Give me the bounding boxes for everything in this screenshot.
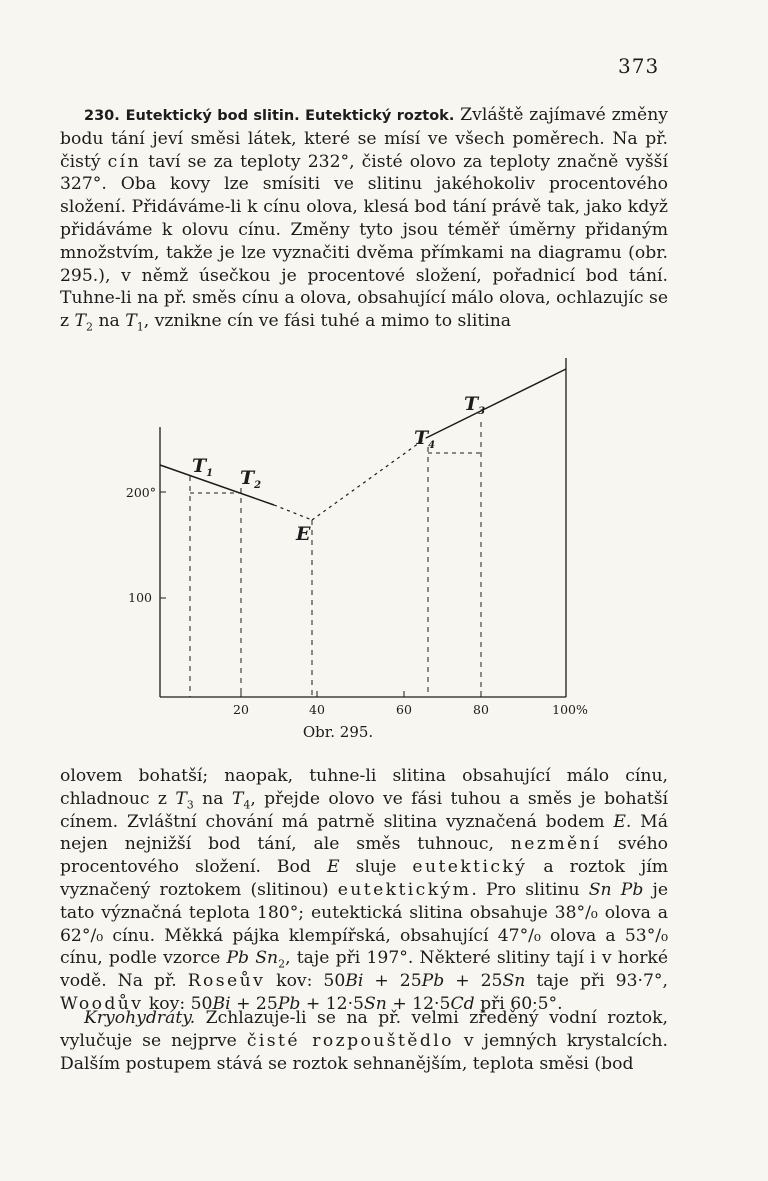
x-tick-label: 80	[473, 702, 489, 717]
label-T4: $T_4$	[414, 427, 436, 451]
figure-295	[118, 352, 608, 752]
subscript: 3	[186, 798, 194, 812]
symbol-T: T	[175, 788, 187, 809]
text-run: + 12·5	[386, 993, 451, 1014]
text-run: olovem bohatší; naopak, tuhne-li slitina obsahující málo cínu, chladnouc z	[60, 766, 668, 809]
text-run: a roztok jím vyznačený roztokem (slitinou)	[60, 857, 668, 900]
formula: Pb	[421, 971, 445, 992]
label-T1: $T_1$	[192, 455, 214, 479]
symbol-T: T	[74, 311, 86, 332]
spaced-word: čisté rozpouštědlo	[246, 1030, 454, 1051]
section-heading: Eutektický bod slitin. Eutektický roztok.	[125, 108, 455, 124]
paragraph-cryohydrates	[60, 1007, 668, 1075]
subscript: 2	[86, 320, 93, 334]
y-tick-label: 100	[128, 590, 152, 605]
page-number: 373	[618, 54, 660, 78]
section-number: 230.	[84, 108, 120, 124]
label-E: E	[296, 523, 311, 545]
x-tick-label: 60	[396, 702, 412, 717]
text-run: sluje	[355, 857, 397, 878]
text-run: , taje při 197°. Některé slitiny tají i v horké vodě. Na př.	[60, 948, 668, 992]
text-run: kov: 50	[148, 993, 213, 1014]
formula: Pb Sn	[226, 948, 279, 969]
label-T2: $T_2$	[240, 467, 262, 491]
x-tick-label: 20	[233, 702, 249, 717]
subscript: 4	[243, 798, 251, 812]
text-run: taví se za teploty 232°, čisté olovo za teploty značně vyšší 327°. Oba kovy lze smísiti ve slitinu jakéhokoliv procentového složení. Přidáváme-li k cínu olova, klesá bod tání právě tak, jako když přidáváme k olovu cínu. Změny tyto jsou téměř úměrny přidaným množstvím, takže je lze vyznačiti dvěma přímkami na diagramu (obr. 295.), v němž úsečkou je procentové složení, pořadnicí bod tání. Tuhne-li na př. směs cínu a olova, obsahující málo olova, ochlazujíc se z	[60, 151, 669, 332]
text-run: . Má nejen nejnižší bod tání, ale směs tuhnouc,	[60, 811, 669, 855]
text-run: na	[202, 788, 224, 809]
paragraph-eutectic	[60, 104, 668, 333]
formula: Sn	[364, 993, 387, 1014]
text-run: svého procentového složení. Bod	[60, 834, 668, 878]
text-run: . Pro slitinu	[471, 879, 580, 900]
x-tick-label: 40	[309, 702, 325, 717]
spaced-word: eutektický	[412, 857, 528, 878]
melting-point-diagram	[118, 352, 608, 752]
text-run: kov: 50	[276, 971, 346, 992]
formula: Bi	[212, 993, 231, 1014]
text-run: Zchlazuje-li se na př. velmi zředěný vodní roztok, vylučuje se nejprve	[60, 1008, 668, 1051]
subsection-title: Kryohydráty.	[84, 1008, 196, 1028]
text-run: v jemných krystalcích. Dalším postupem stává se roztok sehnanějším, teplota směsi (bod	[60, 1030, 668, 1074]
formula: Cd	[450, 993, 475, 1014]
spaced-word: eutektickým	[337, 879, 472, 900]
text-run: taje při 93·7°,	[525, 971, 668, 992]
paragraph-eutectic-continued	[60, 765, 668, 1016]
text-run: + 12·5	[300, 993, 364, 1014]
formula: Sn Pb	[588, 879, 644, 900]
text-run: + 25	[230, 993, 278, 1014]
symbol-E: E	[613, 811, 626, 832]
text-run: , přejde olovo ve fási tuhou a směs je bohatší cínem. Zvláštní chování má patrně slitina vyznačená bodem	[60, 788, 669, 832]
text-run: , vznikne cín ve fási tuhé a mimo to slitina	[143, 311, 512, 332]
x-tick-label: 100%	[552, 702, 588, 717]
symbol-T: T	[125, 311, 137, 332]
liquidus-line-lead	[426, 369, 566, 438]
figure-caption: Obr. 295.	[302, 723, 374, 741]
formula: Pb	[277, 993, 301, 1014]
liquidus-dashed-left	[274, 505, 312, 520]
subscript: 1	[136, 320, 144, 334]
spaced-word: nezmění	[510, 834, 601, 855]
symbol-T: T	[231, 788, 244, 809]
spaced-name: Roseův	[187, 971, 266, 992]
formula: Sn	[502, 971, 526, 992]
spaced-word: cín	[107, 151, 142, 172]
text-run: je tato význačná teplota 180°; eutektická slitina obsahuje 38°/₀ olova a 62°/₀ cínu. Měkká pájka klempířská, obsahující 47°/₀ olova a 53°/₀ cínu, podle vzorce	[60, 879, 669, 969]
text-run: + 25	[444, 971, 503, 992]
symbol-E: E	[326, 857, 340, 878]
text-run: + 25	[363, 971, 422, 992]
label-T3: $T_3$	[464, 393, 486, 417]
text-run: na	[98, 311, 120, 332]
text-run: při 60·5°.	[474, 993, 563, 1014]
text-run: Zvláště zajímavé změny bodu tání jeví směsi látek, které se mísí ve všech poměrech. Na př. čistý	[60, 105, 668, 172]
y-tick-label: 200°	[125, 485, 156, 500]
subscript: 2	[278, 957, 286, 971]
formula: Bi	[345, 971, 364, 992]
liquidus-dashed-right	[312, 438, 426, 520]
spaced-name: Woodův	[60, 993, 144, 1014]
